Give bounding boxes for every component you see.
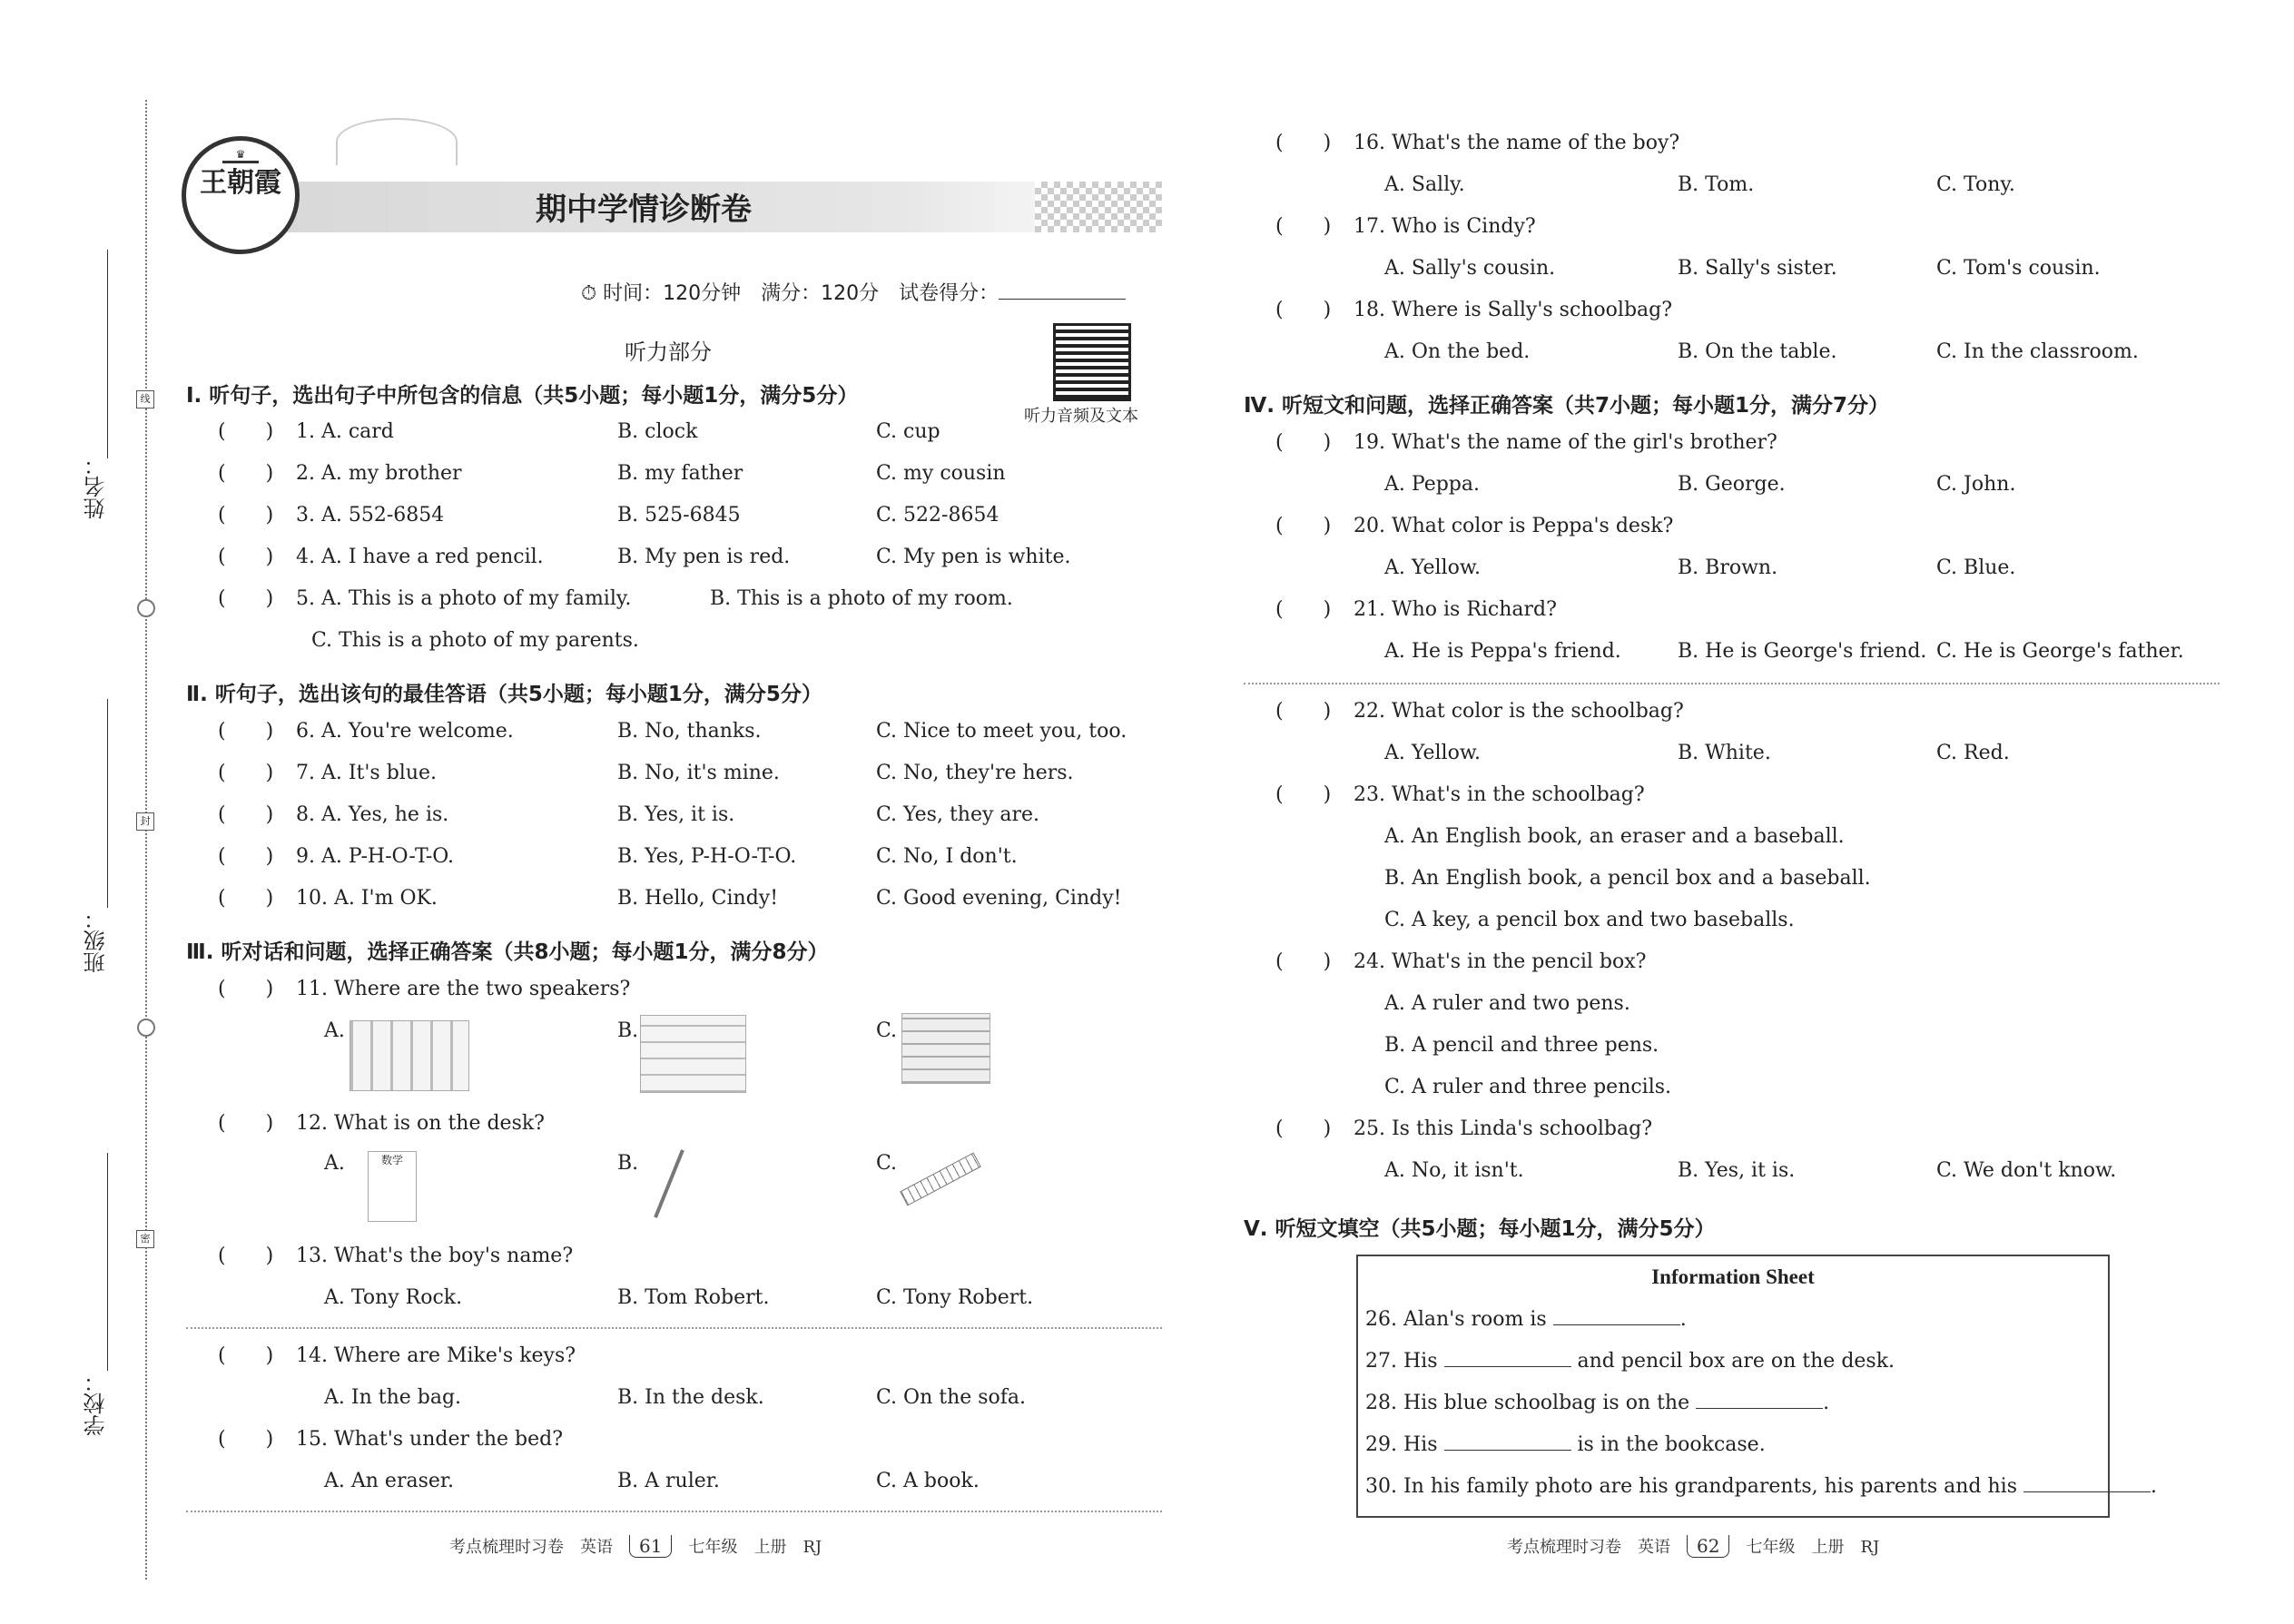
q10-option-c: C. Good evening, Cindy!: [876, 887, 1122, 910]
q14-option-b: B. In the desk.: [617, 1386, 764, 1409]
q6-option-a: 6. A. You're welcome.: [296, 720, 514, 743]
blank-30: [1365, 1474, 2157, 1500]
q4-option-b: B. My pen is red.: [617, 546, 791, 568]
blank-26-end: .: [1679, 1308, 1687, 1331]
blank-30-end: .: [2151, 1475, 2158, 1498]
seal-mark-3: 密: [136, 1230, 154, 1248]
q20-option-a: A. Yellow.: [1384, 556, 1482, 579]
listening-heading: 听力部分: [625, 340, 712, 365]
footer-right: [1507, 1534, 1879, 1558]
q25: [1275, 1117, 1652, 1142]
q7-option-a: 7. A. It's blue.: [296, 762, 438, 784]
page-number-61: 61: [629, 1535, 672, 1558]
q2-option-c: C. my cousin: [876, 462, 1006, 485]
q9-option-b: B. Yes, P-H-O-T-O.: [617, 845, 797, 868]
q25-option-b: B. Yes, it is.: [1678, 1159, 1796, 1182]
q25-question: 25. Is this Linda's schoolbag?: [1354, 1117, 1653, 1140]
answer-line[interactable]: [2023, 1491, 2151, 1492]
footer-left-series: 考点梳理时习卷 英语: [449, 1538, 613, 1557]
blank-27-text: 27. His: [1365, 1350, 1438, 1373]
q1-option-b: B. clock: [617, 420, 698, 443]
q23-option-a: A. An English book, an eraser and a baseball.: [1384, 825, 1845, 848]
binding-line: [145, 100, 147, 1580]
q18-option-a: A. On the bed.: [1384, 340, 1531, 363]
answer-line[interactable]: [1444, 1450, 1571, 1451]
q18-option-c: C. In the classroom.: [1936, 340, 2139, 363]
q21-option-c: C. He is George's father.: [1936, 640, 2184, 663]
q5-option-b: B. This is a photo of my room.: [710, 587, 1013, 610]
classroom-image: [350, 1020, 469, 1091]
q13-question: 13. What's the boy's name?: [296, 1245, 574, 1267]
section-5-heading: Ⅴ. 听短文填空（共5小题；每小题1分，满分5分）: [1244, 1217, 1716, 1241]
answer-blank[interactable]: ( ): [218, 845, 274, 868]
q16-option-b: B. Tom.: [1678, 173, 1755, 196]
q2-option-a: 2. A. my brother: [296, 462, 462, 485]
q24-option-c: C. A ruler and three pencils.: [1384, 1076, 1672, 1098]
blank-28-text: 28. His blue schoolbag is on the: [1365, 1392, 1690, 1414]
q21: [1275, 597, 1557, 623]
section-4-heading: Ⅳ. 听短文和问题，选择正确答案（共7小题；每小题1分，满分7分）: [1244, 394, 1890, 418]
q12-label-b: B.: [617, 1152, 639, 1175]
answer-blank[interactable]: ( ): [218, 978, 274, 1000]
q13-option-b: B. Tom Robert.: [617, 1286, 770, 1309]
answer-line[interactable]: [1444, 1366, 1571, 1367]
footer-left-grade: 七年级 上册 RJ: [688, 1538, 822, 1557]
q23-option-b: B. An English book, a pencil box and a baseball.: [1384, 867, 1871, 890]
q20-option-c: C. Blue.: [1936, 556, 2016, 579]
q18: [1275, 298, 1672, 323]
q12-label-a: A.: [324, 1152, 345, 1175]
answer-line[interactable]: [1696, 1408, 1823, 1409]
blank-29-end: is in the bookcase.: [1577, 1433, 1766, 1456]
q16-question: 16. What's the name of the boy?: [1354, 132, 1680, 154]
q12-question: 12. What is on the desk?: [296, 1112, 545, 1135]
q5-option-a: 5. A. This is a photo of my family.: [296, 587, 632, 610]
q5: [218, 586, 631, 612]
q17-option-b: B. Sally's sister.: [1678, 257, 1837, 280]
q17-option-c: C. Tom's cousin.: [1936, 257, 2101, 280]
answer-blank[interactable]: ( ): [1275, 598, 1332, 621]
q16-option-a: A. Sally.: [1384, 173, 1465, 196]
q16: [1275, 131, 1679, 156]
q15-option-a: A. An eraser.: [324, 1470, 454, 1492]
q18-question: 18. Where is Sally's schoolbag?: [1354, 299, 1673, 321]
book-label: 数学: [380, 1154, 403, 1166]
q7: [218, 761, 437, 786]
q15-option-c: C. A book.: [876, 1470, 980, 1492]
answer-blank[interactable]: ( ): [218, 1344, 274, 1367]
q17-option-a: A. Sally's cousin.: [1384, 257, 1556, 280]
q8-option-c: C. Yes, they are.: [876, 803, 1040, 826]
q20-option-b: B. Brown.: [1678, 556, 1778, 579]
blank-27: [1365, 1349, 1895, 1374]
q1-option-c: C. cup: [876, 420, 940, 443]
blank-28-end: .: [1823, 1392, 1830, 1414]
ruler-image: [900, 1152, 981, 1206]
q15-option-b: B. A ruler.: [617, 1470, 720, 1492]
score-blank: [999, 299, 1126, 300]
q14-option-c: C. On the sofa.: [876, 1386, 1027, 1409]
answer-blank[interactable]: ( ): [1275, 783, 1332, 806]
footer-right-series: 考点梳理时习卷 英语: [1507, 1538, 1670, 1557]
answer-blank[interactable]: ( ): [218, 720, 274, 743]
checker-pattern: [1035, 182, 1162, 232]
math-book-image: [368, 1151, 417, 1222]
q10: [218, 886, 438, 911]
q9: [218, 844, 454, 870]
answer-line[interactable]: [1553, 1324, 1680, 1325]
q15-question: 15. What's under the bed?: [296, 1428, 564, 1451]
q19-question: 19. What's the name of the girl's brother?: [1354, 431, 1777, 454]
answer-blank[interactable]: ( ): [1275, 299, 1332, 321]
q14-option-a: A. In the bag.: [324, 1386, 462, 1409]
q4-option-a: 4. A. I have a red pencil.: [296, 546, 544, 568]
q23: [1275, 782, 1645, 808]
answer-blank[interactable]: ( ): [218, 546, 274, 568]
q8-option-b: B. Yes, it is.: [617, 803, 735, 826]
class-line: [107, 699, 108, 908]
brand-logo: [182, 136, 300, 254]
qr-code[interactable]: [1053, 323, 1131, 401]
divider: [186, 1327, 1162, 1329]
q24-option-b: B. A pencil and three pens.: [1384, 1034, 1659, 1057]
q11: [218, 977, 630, 1002]
q10-option-a: 10. A. I'm OK.: [296, 887, 438, 910]
q25-option-c: C. We don't know.: [1936, 1159, 2117, 1182]
q17: [1275, 214, 1536, 240]
name-line: [107, 250, 108, 458]
q19: [1275, 430, 1777, 456]
q13: [218, 1244, 573, 1269]
blank-30-text: 30. In his family photo are his grandparents, his parents and his: [1365, 1475, 2018, 1498]
footer-right-grade: 七年级 上册 RJ: [1746, 1538, 1880, 1557]
q14-question: 14. Where are Mike's keys?: [296, 1344, 576, 1367]
q14: [218, 1343, 576, 1369]
q5-option-c: C. This is a photo of my parents.: [311, 629, 639, 652]
q20: [1275, 514, 1673, 539]
q2-option-b: B. my father: [617, 462, 743, 485]
answer-blank[interactable]: ( ): [1275, 431, 1332, 454]
answer-blank[interactable]: ( ): [218, 587, 274, 610]
q10-option-b: B. Hello, Cindy!: [617, 887, 779, 910]
q12-label-c: C.: [876, 1152, 898, 1175]
footer-left: [449, 1534, 822, 1558]
q11-label-a: A.: [324, 1019, 345, 1042]
pencil-image: [654, 1149, 684, 1218]
answer-blank[interactable]: ( ): [1275, 950, 1332, 973]
answer-blank[interactable]: ( ): [218, 803, 274, 826]
answer-blank[interactable]: ( ): [1275, 1117, 1332, 1140]
section-2-heading: Ⅱ. 听句子，选出该句的最佳答语（共5小题；每小题1分，满分5分）: [186, 683, 822, 706]
q7-option-c: C. No, they're hers.: [876, 762, 1074, 784]
time-info-text: ⏱ 时间：120分钟 满分：120分 试卷得分：: [581, 282, 999, 305]
answer-blank[interactable]: ( ): [1275, 700, 1332, 723]
q22: [1275, 699, 1684, 724]
q19-option-a: A. Peppa.: [1384, 473, 1480, 496]
q21-option-b: B. He is George's friend.: [1678, 640, 1927, 663]
page-title: 期中学情诊断卷: [536, 192, 752, 228]
information-sheet: [1356, 1255, 2158, 1518]
logo-crown-icon: ♛: [222, 148, 259, 163]
ribbon-decoration: [336, 118, 458, 165]
q3-option-a: 3. A. 552-6854: [296, 504, 445, 527]
q22-option-b: B. White.: [1678, 742, 1771, 764]
seal-mark-2: 封: [136, 812, 154, 831]
q11-label-c: C.: [876, 1019, 898, 1042]
q11-label-b: B.: [617, 1019, 639, 1042]
seal-mark-1: 线: [136, 390, 154, 408]
binding-dot-icon: [137, 1019, 155, 1037]
divider: [186, 1511, 1162, 1512]
q17-question: 17. Who is Cindy?: [1354, 215, 1536, 238]
answer-blank[interactable]: ( ): [218, 504, 274, 527]
answer-blank[interactable]: ( ): [218, 1112, 274, 1135]
q7-option-b: B. No, it's mine.: [617, 762, 780, 784]
q15: [218, 1427, 563, 1452]
q24: [1275, 950, 1646, 975]
q21-option-a: A. He is Peppa's friend.: [1384, 640, 1621, 663]
answer-blank[interactable]: ( ): [218, 1428, 274, 1451]
q4-option-c: C. My pen is white.: [876, 546, 1071, 568]
q21-question: 21. Who is Richard?: [1354, 598, 1557, 621]
q6-option-b: B. No, thanks.: [617, 720, 762, 743]
info-sheet-title: Information Sheet: [1651, 1265, 1815, 1288]
blank-29: [1365, 1432, 1766, 1458]
answer-blank[interactable]: ( ): [1275, 132, 1332, 154]
bedroom-image: [640, 1015, 746, 1093]
answer-blank[interactable]: ( ): [1275, 215, 1332, 238]
q19-option-c: C. John.: [1936, 473, 2016, 496]
q4: [218, 545, 544, 570]
library-image: [901, 1013, 990, 1084]
school-line: [107, 1153, 108, 1371]
q22-question: 22. What color is the schoolbag?: [1354, 700, 1684, 723]
section-1-heading: Ⅰ. 听句子，选出句子中所包含的信息（共5小题；每小题1分，满分5分）: [186, 384, 859, 408]
q19-option-b: B. George.: [1678, 473, 1786, 496]
q6-option-c: C. Nice to meet you, too.: [876, 720, 1127, 743]
divider: [1244, 683, 2220, 684]
q2: [218, 461, 462, 487]
q9-option-a: 9. A. P-H-O-T-O.: [296, 845, 455, 868]
blank-27-end: and pencil box are on the desk.: [1577, 1350, 1895, 1373]
q24-option-a: A. A ruler and two pens.: [1384, 992, 1630, 1015]
answer-blank[interactable]: ( ): [218, 1245, 274, 1267]
answer-blank[interactable]: ( ): [218, 887, 274, 910]
q11-question: 11. Where are the two speakers?: [296, 978, 631, 1000]
q23-option-c: C. A key, a pencil box and two baseballs.: [1384, 909, 1795, 931]
q8-option-a: 8. A. Yes, he is.: [296, 803, 449, 826]
blank-28: [1365, 1391, 1829, 1416]
section-3-heading: Ⅲ. 听对话和问题，选择正确答案（共8小题；每小题1分，满分8分）: [186, 940, 829, 964]
answer-blank[interactable]: ( ): [218, 462, 274, 485]
q8: [218, 802, 448, 828]
qr-label: 听力音频及文本: [1024, 407, 1138, 426]
blank-26-text: 26. Alan's room is: [1365, 1308, 1547, 1331]
q12: [218, 1111, 545, 1137]
q6: [218, 719, 514, 744]
blank-26: [1365, 1307, 1687, 1333]
q22-option-c: C. Red.: [1936, 742, 2010, 764]
q13-option-a: A. Tony Rock.: [324, 1286, 463, 1309]
q20-question: 20. What color is Peppa's desk?: [1354, 515, 1674, 537]
q3: [218, 503, 444, 528]
q3-option-c: C. 522-8654: [876, 504, 999, 527]
answer-blank[interactable]: ( ): [218, 762, 274, 784]
q3-option-b: B. 525-6845: [617, 504, 741, 527]
logo-text: 王朝霞: [200, 167, 281, 199]
answer-blank[interactable]: ( ): [218, 420, 274, 443]
answer-blank[interactable]: ( ): [1275, 515, 1332, 537]
name-label: 姓名：: [84, 454, 109, 519]
page-number-62: 62: [1687, 1535, 1729, 1558]
q24-question: 24. What's in the pencil box?: [1354, 950, 1647, 973]
time-info: [581, 278, 1126, 306]
q16-option-c: C. Tony.: [1936, 173, 2015, 196]
q1-option-a: 1. A. card: [296, 420, 394, 443]
school-label: 学校：: [84, 1371, 109, 1436]
class-label: 班级：: [84, 908, 109, 973]
binding-dot-icon: [137, 599, 155, 617]
q25-option-a: A. No, it isn't.: [1384, 1159, 1524, 1182]
q23-question: 23. What's in the schoolbag?: [1354, 783, 1645, 806]
q1: [218, 419, 394, 445]
q22-option-a: A. Yellow.: [1384, 742, 1482, 764]
q9-option-c: C. No, I don't.: [876, 845, 1018, 868]
q13-option-c: C. Tony Robert.: [876, 1286, 1034, 1309]
blank-29-text: 29. His: [1365, 1433, 1438, 1456]
q18-option-b: B. On the table.: [1678, 340, 1837, 363]
